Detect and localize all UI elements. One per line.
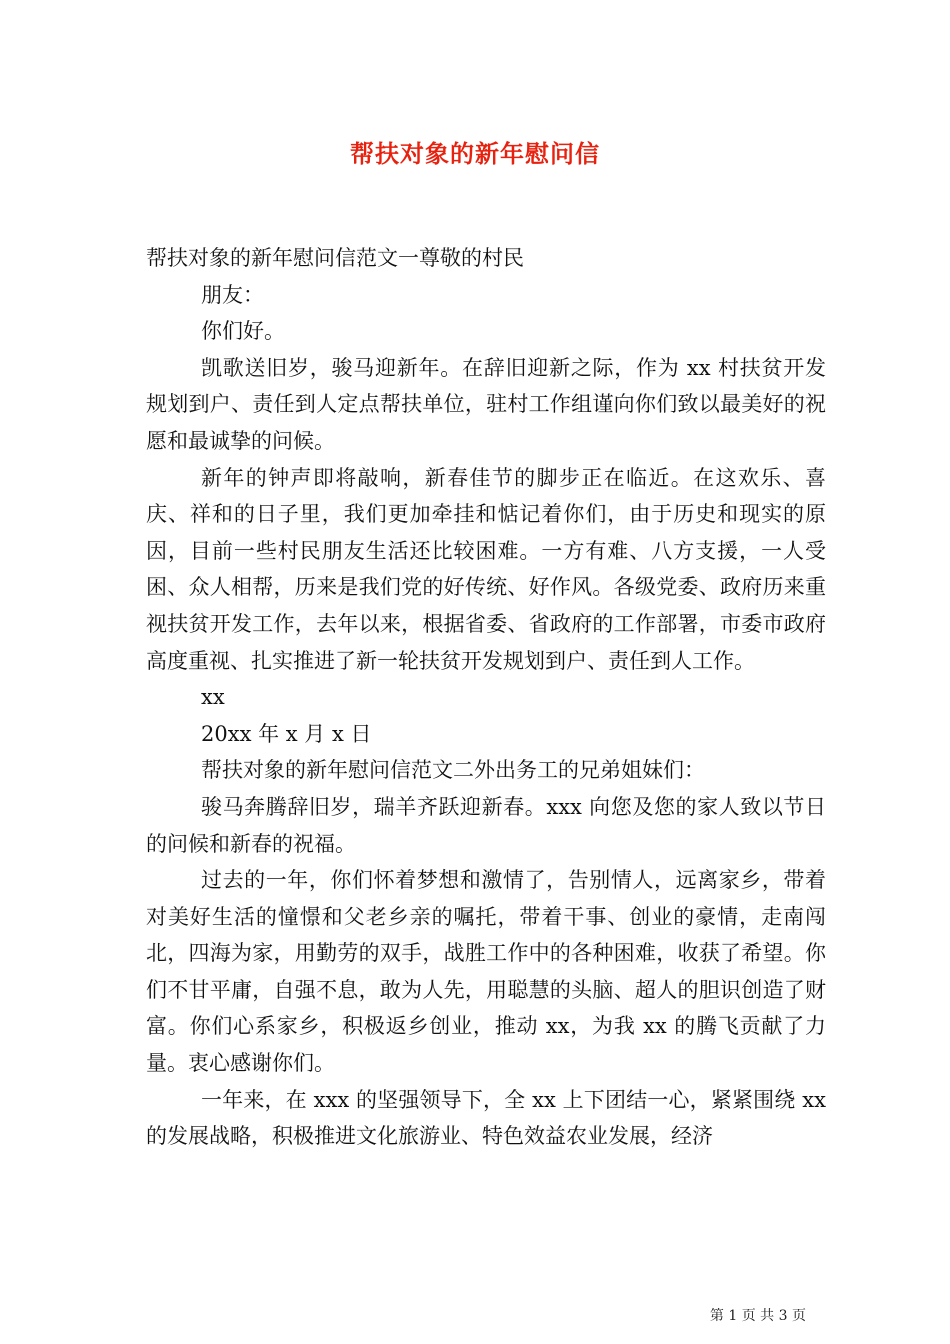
salutation-continued: 朋友：	[201, 282, 264, 307]
paragraph: 凯歌送旧岁，骏马迎新年。在辞旧迎新之际，作为 xx 村扶贫开发规划到户、责任到人定点帮扶单位，驻村工作组谨向你们致以最美好的祝愿和最诚挚的问候。	[146, 355, 826, 453]
paragraph: 一年来，在 xxx 的坚强领导下，全 xx 上下团结一心，紧紧围绕 xx 的发展战略，积极推进文化旅游业、特色效益农业发展，经济	[146, 1087, 826, 1149]
document-title: 帮扶对象的新年慰问信	[350, 139, 600, 168]
date-line: 20xx 年 x 月 x 日	[201, 721, 372, 746]
greeting: 你们好。	[201, 319, 285, 344]
paragraph: 新年的钟声即将敲响，新春佳节的脚步正在临近。在这欢乐、喜庆、祥和的日子里，我们更加牵挂和惦记着你们，由于历史和现实的原因，目前一些村民朋友生活还比较困难。一方有难、八方支援，一人受困、众人相帮，历来是我们党的好传统、好作风。各级党委、政府历来重视扶贫开发工作，去年以来，根据省委、省政府的工作部署，市委市政府高度重视、扎实推进了新一轮扶贫开发规划到户、责任到人工作。	[146, 465, 826, 673]
salutation-line: 帮扶对象的新年慰问信范文一尊敬的村民	[146, 246, 524, 270]
document-body	[146, 240, 826, 1155]
page-number: 第 1 页 共 3 页	[709, 1308, 806, 1324]
section-heading: 帮扶对象的新年慰问信范文二外出务工的兄弟姐妹们：	[201, 758, 705, 783]
paragraph: 过去的一年，你们怀着梦想和激情了，告别情人，远离家乡，带着对美好生活的憧憬和父老乡亲的嘱托，带着干事、创业的豪情，走南闯北，四海为家，用勤劳的双手，战胜工作中的各种困难，收获了希望。你们不甘平庸，自强不息，敢为人先，用聪慧的头脑、超人的胆识创造了财富。你们心系家乡，积极返乡创业，推动 xx，为我 xx 的腾飞贡献了力量。衷心感谢你们。	[146, 868, 826, 1076]
signature: xx	[201, 685, 225, 710]
paragraph: 骏马奔腾辞旧岁，瑞羊齐跃迎新春。xxx 向您及您的家人致以节日的问候和新春的祝福。	[146, 794, 826, 856]
